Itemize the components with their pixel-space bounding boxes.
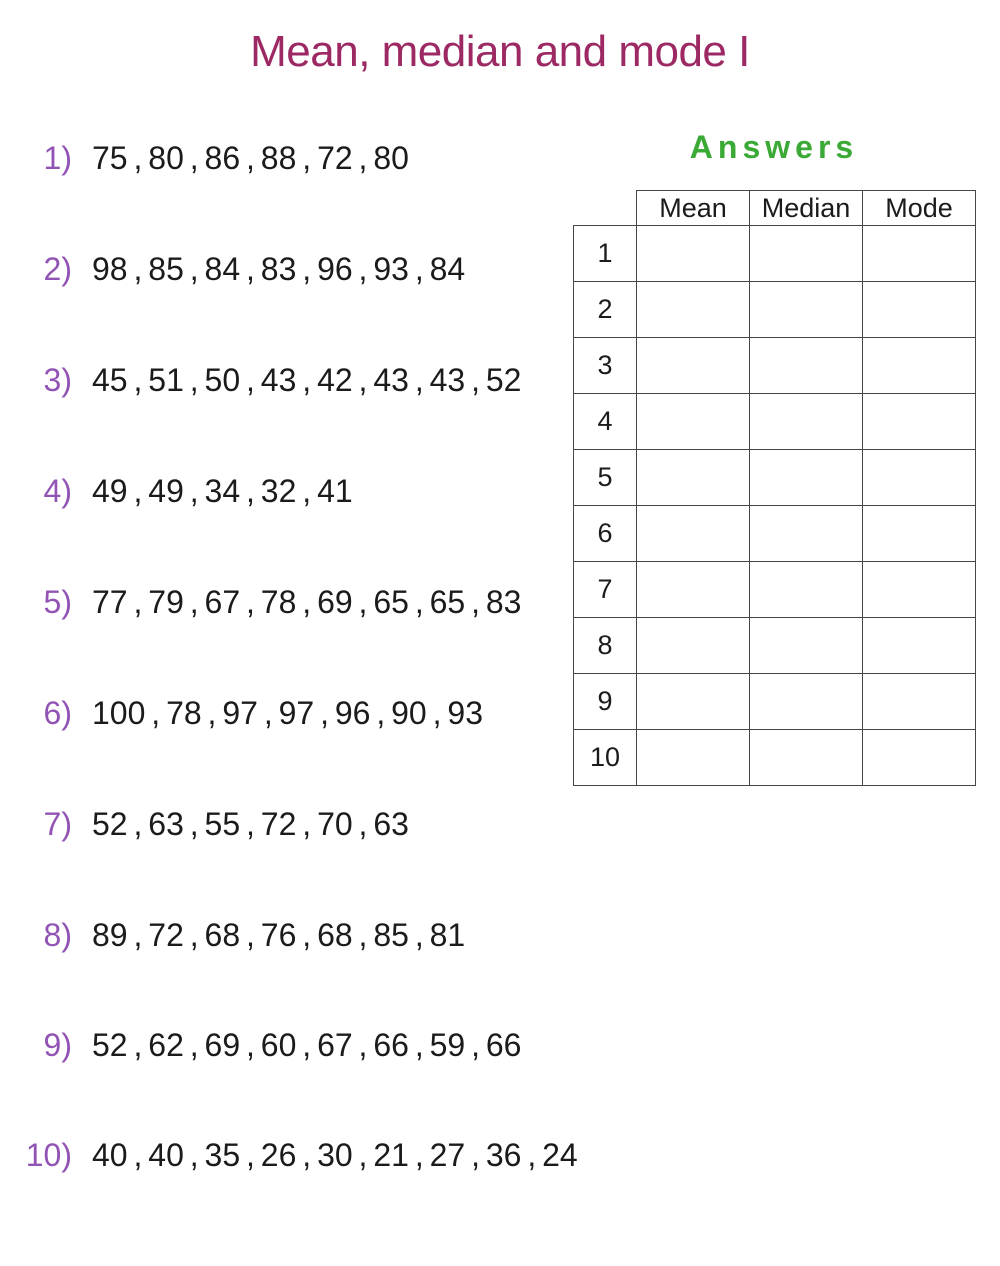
problem-row-9 [0, 1027, 521, 1064]
answers-row-2 [574, 282, 976, 338]
answer-cell-mean[interactable] [637, 394, 750, 450]
answer-cell-mode[interactable] [863, 506, 976, 562]
problem-row-3 [0, 362, 521, 399]
answer-cell-mode[interactable] [863, 674, 976, 730]
answer-row-number: 8 [574, 618, 637, 674]
problem-row-7 [0, 806, 409, 843]
problem-row-1 [0, 140, 409, 177]
answers-row-9 [574, 674, 976, 730]
problem-row-4 [0, 473, 353, 510]
problem-number: 1) [43, 140, 72, 176]
answer-cell-median[interactable] [750, 282, 863, 338]
answers-row-3 [574, 338, 976, 394]
problem-number: 3) [43, 362, 72, 398]
answers-row-7 [574, 562, 976, 618]
problem-values: 89 , 72 , 68 , 76 , 68 , 85 , 81 [92, 917, 466, 953]
answer-cell-mean[interactable] [637, 282, 750, 338]
answer-row-number: 1 [574, 226, 637, 282]
problem-row-5 [0, 584, 521, 621]
answer-row-number: 7 [574, 562, 637, 618]
problem-row-6 [0, 695, 483, 732]
problem-number: 4) [43, 473, 72, 509]
problem-number: 2) [43, 251, 72, 287]
answer-cell-mode[interactable] [863, 730, 976, 786]
answer-row-number: 10 [574, 730, 637, 786]
problem-values: 52 , 63 , 55 , 72 , 70 , 63 [92, 806, 409, 842]
answers-header-row [574, 191, 976, 226]
problem-number: 5) [43, 584, 72, 620]
answer-cell-median[interactable] [750, 562, 863, 618]
answer-cell-mode[interactable] [863, 282, 976, 338]
answer-cell-mean[interactable] [637, 730, 750, 786]
answer-cell-mean[interactable] [637, 618, 750, 674]
problem-values: 100 , 78 , 97 , 97 , 96 , 90 , 93 [92, 695, 483, 731]
answers-row-4 [574, 394, 976, 450]
answer-cell-mean[interactable] [637, 562, 750, 618]
problem-row-8 [0, 917, 465, 954]
answer-cell-mean[interactable] [637, 450, 750, 506]
answer-cell-median[interactable] [750, 730, 863, 786]
answer-cell-mode[interactable] [863, 338, 976, 394]
answers-corner-cell [574, 191, 637, 226]
column-header-median: Median [750, 191, 863, 226]
answer-row-number: 6 [574, 506, 637, 562]
answer-cell-median[interactable] [750, 506, 863, 562]
answer-cell-mode[interactable] [863, 394, 976, 450]
answer-cell-mode[interactable] [863, 562, 976, 618]
answer-cell-median[interactable] [750, 674, 863, 730]
answer-cell-median[interactable] [750, 394, 863, 450]
answers-row-8 [574, 618, 976, 674]
column-header-mean: Mean [637, 191, 750, 226]
answer-cell-mode[interactable] [863, 618, 976, 674]
problem-number: 9) [43, 1027, 72, 1063]
problem-values: 49 , 49 , 34 , 32 , 41 [92, 473, 353, 509]
problem-number: 7) [43, 806, 72, 842]
answer-cell-median[interactable] [750, 338, 863, 394]
problem-values: 40 , 40 , 35 , 26 , 30 , 21 , 27 , 36 , 24 [92, 1137, 578, 1173]
answer-cell-median[interactable] [750, 450, 863, 506]
problem-number: 10) [25, 1137, 72, 1173]
problem-number: 6) [43, 695, 72, 731]
answers-row-5 [574, 450, 976, 506]
problem-values: 52 , 62 , 69 , 60 , 67 , 66 , 59 , 66 [92, 1027, 522, 1063]
answer-row-number: 2 [574, 282, 637, 338]
answer-row-number: 3 [574, 338, 637, 394]
answer-cell-mean[interactable] [637, 338, 750, 394]
answers-heading: Answers [689, 129, 859, 165]
answers-row-1 [574, 226, 976, 282]
problem-row-2 [0, 251, 465, 288]
answer-cell-mode[interactable] [863, 450, 976, 506]
answers-table [573, 190, 976, 786]
problem-values: 98 , 85 , 84 , 83 , 96 , 93 , 84 [92, 251, 466, 287]
answer-cell-mean[interactable] [637, 674, 750, 730]
problem-values: 77 , 79 , 67 , 78 , 69 , 65 , 65 , 83 [92, 584, 522, 620]
column-header-mode: Mode [863, 191, 976, 226]
answer-cell-mean[interactable] [637, 226, 750, 282]
answers-row-6 [574, 506, 976, 562]
answer-row-number: 5 [574, 450, 637, 506]
problem-values: 75 , 80 , 86 , 88 , 72 , 80 [92, 140, 409, 176]
problem-number: 8) [43, 917, 72, 953]
problem-values: 45 , 51 , 50 , 43 , 42 , 43 , 43 , 52 [92, 362, 522, 398]
answer-row-number: 4 [574, 394, 637, 450]
answer-cell-median[interactable] [750, 618, 863, 674]
answers-row-10 [574, 730, 976, 786]
answer-row-number: 9 [574, 674, 637, 730]
problem-row-10 [0, 1137, 578, 1174]
answer-cell-mode[interactable] [863, 226, 976, 282]
page-title: Mean, median and mode I [250, 27, 750, 76]
answer-cell-median[interactable] [750, 226, 863, 282]
answer-cell-mean[interactable] [637, 506, 750, 562]
